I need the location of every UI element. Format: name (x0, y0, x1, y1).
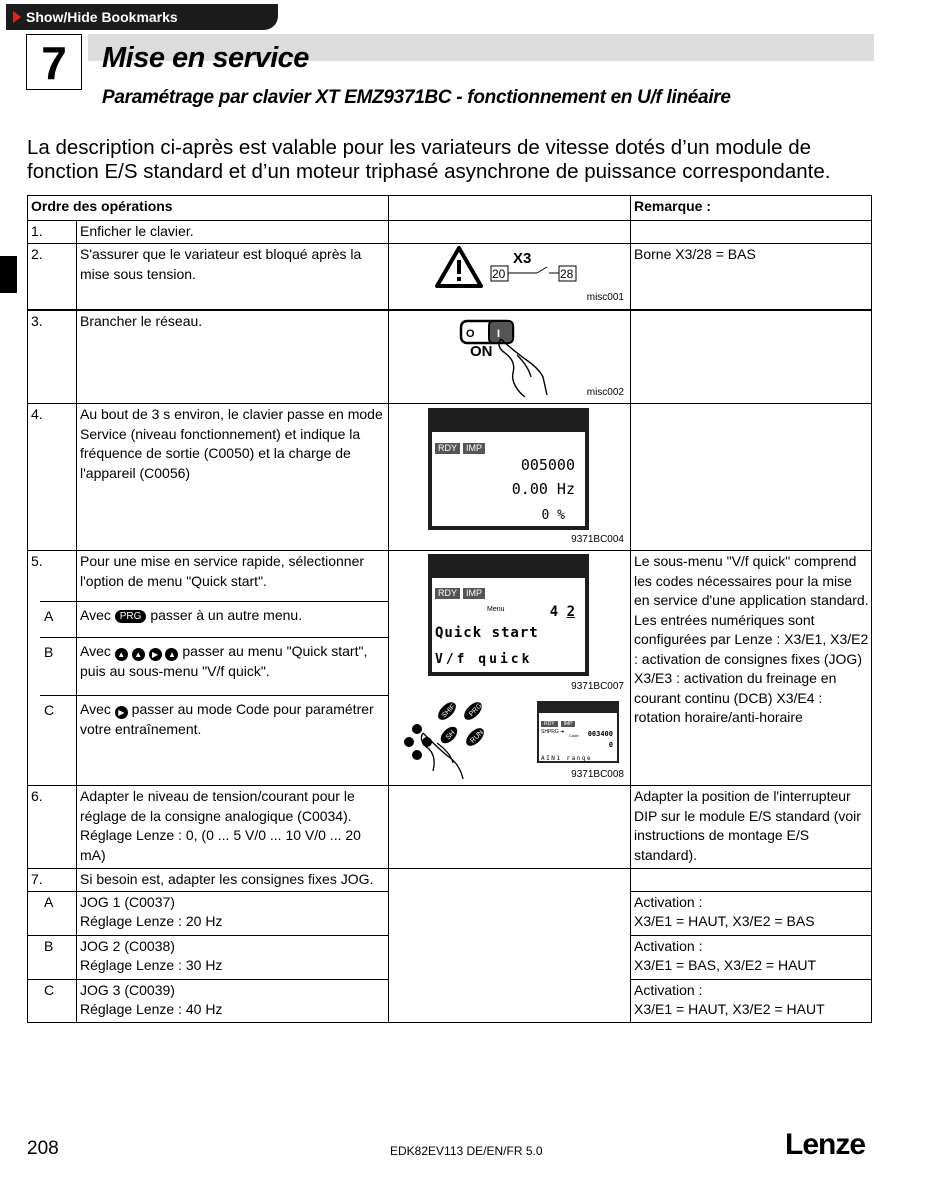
figure-label: misc002 (586, 386, 624, 398)
sh-key-label: SH (444, 729, 457, 742)
substep-letter: B (28, 935, 77, 979)
menu-label: Menu (487, 606, 505, 613)
step-number: 1. (28, 221, 77, 244)
substep-text: JOG 2 (C0038) Réglage Lenze : 30 Hz (77, 935, 389, 979)
table-row (28, 786, 872, 869)
display-line-1: 005000 (520, 456, 575, 474)
table-row (28, 310, 872, 404)
bookmarks-label: Show/Hide Bookmarks (26, 9, 178, 25)
step-text: Enficher le clavier. (77, 221, 389, 244)
step-number: 5. (31, 553, 43, 569)
up-arrow-key-icon: ▲ (165, 648, 178, 661)
figure-cell (389, 310, 631, 404)
step-remark: Adapter la position de l'interrupteur DIP sur le module E/S standard (voir instructions de montage E/S standard). (631, 786, 872, 869)
switch-o-label: O (466, 327, 475, 340)
right-arrow-key-icon: ▶ (115, 706, 128, 719)
document-code: EDK82EV113 DE/EN/FR 5.0 (390, 1144, 543, 1158)
step-text: Au bout de 3 s environ, le clavier passe en mode Service (niveau fonctionnement) et indique la fréquence de sortie (C0050) et la charge de l'appareil (C0056) (77, 404, 389, 551)
terminal-20: 20 (492, 267, 506, 281)
right-arrow-key-icon: ▶ (149, 648, 162, 661)
imp-indicator: IMP (463, 588, 485, 599)
table-row (28, 244, 872, 310)
step-number: 3. (28, 310, 77, 404)
step-text: Si besoin est, adapter les consignes fixes JOG. (77, 869, 389, 892)
page-title: Mise en service (102, 42, 309, 74)
step-text-cell (77, 551, 389, 786)
substep-c: Avec ▶ passer au mode Code pour paramétrer votre entraînement. (80, 701, 374, 737)
display-line-1: Quick start (435, 625, 539, 641)
chapter-number: 7 (26, 34, 82, 90)
substep-letter: C (28, 979, 77, 1022)
figure-label: 9371BC007 (571, 681, 624, 692)
switch-i-label: I (497, 327, 501, 340)
step-text: Adapter le niveau de tension/courant pour le réglage de la consigne analogique (C0034). Réglage Lenze : 0, (0 ... 5 V/0 ... 10 V/0 ... 20 mA) (77, 786, 389, 869)
step-number: 7. (28, 869, 77, 892)
code-value: 003400 (587, 730, 613, 738)
step-number: 2. (28, 244, 77, 310)
left-arrow-key-icon (404, 737, 414, 747)
table-header-row (28, 196, 872, 221)
rdy-indicator: RDY (541, 721, 558, 727)
chapter-tab-marker (0, 256, 17, 293)
header-remark: Remarque : (631, 196, 872, 221)
display-line-3: 0 % (541, 508, 565, 523)
page-subtitle: Paramétrage par clavier XT EMZ9371BC - fonctionnement en U/f linéaire (102, 87, 731, 108)
substep-letter: A (44, 608, 54, 624)
step-remark: Borne X3/28 = BAS (631, 244, 872, 310)
figure-label: misc001 (586, 292, 624, 303)
substep-remark: Activation : X3/E1 = HAUT, X3/E2 = BAS (631, 891, 872, 935)
lenze-logo: Lenze (785, 1128, 866, 1161)
keypad-display (428, 408, 589, 530)
substep-text: JOG 3 (C0039) Réglage Lenze : 40 Hz (77, 979, 389, 1022)
x3-label: X3 (513, 250, 532, 267)
figure-cell (389, 404, 631, 551)
table-row (28, 404, 872, 551)
display-line-2: V/f quick (435, 652, 533, 667)
up-arrow-key-icon: ▲ (132, 648, 145, 661)
table-row (28, 221, 872, 244)
figure-cell (389, 244, 631, 310)
figure-cell (389, 551, 631, 786)
header-figure (389, 196, 631, 221)
hand-icon (499, 339, 547, 397)
table-row (28, 551, 872, 786)
figure-label: 9371BC004 (571, 533, 624, 545)
arrow-right-icon (13, 11, 21, 23)
substep-remark: Activation : X3/E1 = BAS, X3/E2 = HAUT (631, 935, 872, 979)
down-arrow-key-icon (412, 750, 422, 760)
intro-text: La description ci-après est valable pour les variateurs de vitesse dotés d’un module de fonction E/S standard et d’un moteur triphasé asynchrone de puissance correspondante. (27, 136, 831, 183)
keypad-display-small (537, 701, 619, 763)
imp-indicator: IMP (561, 721, 576, 727)
param-value: 0 (608, 741, 613, 749)
warning-icon (437, 248, 481, 286)
step-number-cell (28, 551, 77, 786)
substep-remark: Activation : X3/E1 = HAUT, X3/E2 = HAUT (631, 979, 872, 1022)
terminal-28: 28 (560, 267, 574, 281)
page-number: 208 (27, 1138, 59, 1159)
on-label: ON (470, 342, 493, 360)
table-row (28, 869, 872, 892)
header-operations: Ordre des opérations (28, 196, 389, 221)
right-arrow-key-icon (422, 737, 432, 747)
rdy-indicator: RDY (435, 443, 460, 454)
param-line: AIN1 range (541, 755, 593, 762)
substep-text: JOG 1 (C0037) Réglage Lenze : 20 Hz (77, 891, 389, 935)
step-text: Brancher le réseau. (77, 310, 389, 404)
prg-key-icon: PRG (115, 610, 147, 623)
step-number: 4. (28, 404, 77, 551)
code-label: Code (569, 733, 579, 738)
prg-key-label: PRG (468, 702, 484, 719)
substep-letter: C (44, 702, 55, 718)
imp-indicator: IMP (463, 443, 485, 454)
display-line-2: 0.00 Hz (511, 480, 575, 498)
substep-a: Avec PRG passer à un autre menu. (80, 607, 303, 623)
shift-key-label: SHIFT (440, 700, 460, 720)
up-arrow-key-icon (412, 724, 422, 734)
keypad-display-quick-start (428, 554, 589, 676)
rdy-indicator: RDY (435, 588, 460, 599)
substep-letter: A (28, 891, 77, 935)
show-hide-bookmarks-button[interactable] (6, 4, 278, 30)
run-key-label: RUN (469, 729, 486, 745)
substep-b: Avec ▲ ▲ ▶ ▲ passer au menu "Quick start", puis au sous-menu "V/f quick". (80, 643, 368, 679)
operations-table (27, 195, 872, 1023)
menu-number: 4 2 (549, 604, 575, 620)
shprg-label: SHPRG ➜ (541, 729, 565, 735)
substep-letter: B (44, 644, 54, 660)
step-remark: Le sous-menu "V/f quick" comprend les codes nécessaires pour la mise en service d'une application standard. Les entrées numériques sont configurées par Lenze : X3/E1, X3/E2 : activation de consignes fixes (JOG) X3/E3 : activation du freinage en courant continu (DCB) X3/E4 : rotation horaire/anti-horaire (631, 551, 872, 786)
step-text: Pour une mise en service rapide, sélectionner l'option de menu "Quick start". (80, 553, 365, 589)
step-text: S'assurer que le variateur est bloqué après la mise sous tension. (77, 244, 389, 310)
up-arrow-key-icon: ▲ (115, 648, 128, 661)
figure-label: 9371BC008 (571, 768, 624, 780)
step-number: 6. (28, 786, 77, 869)
